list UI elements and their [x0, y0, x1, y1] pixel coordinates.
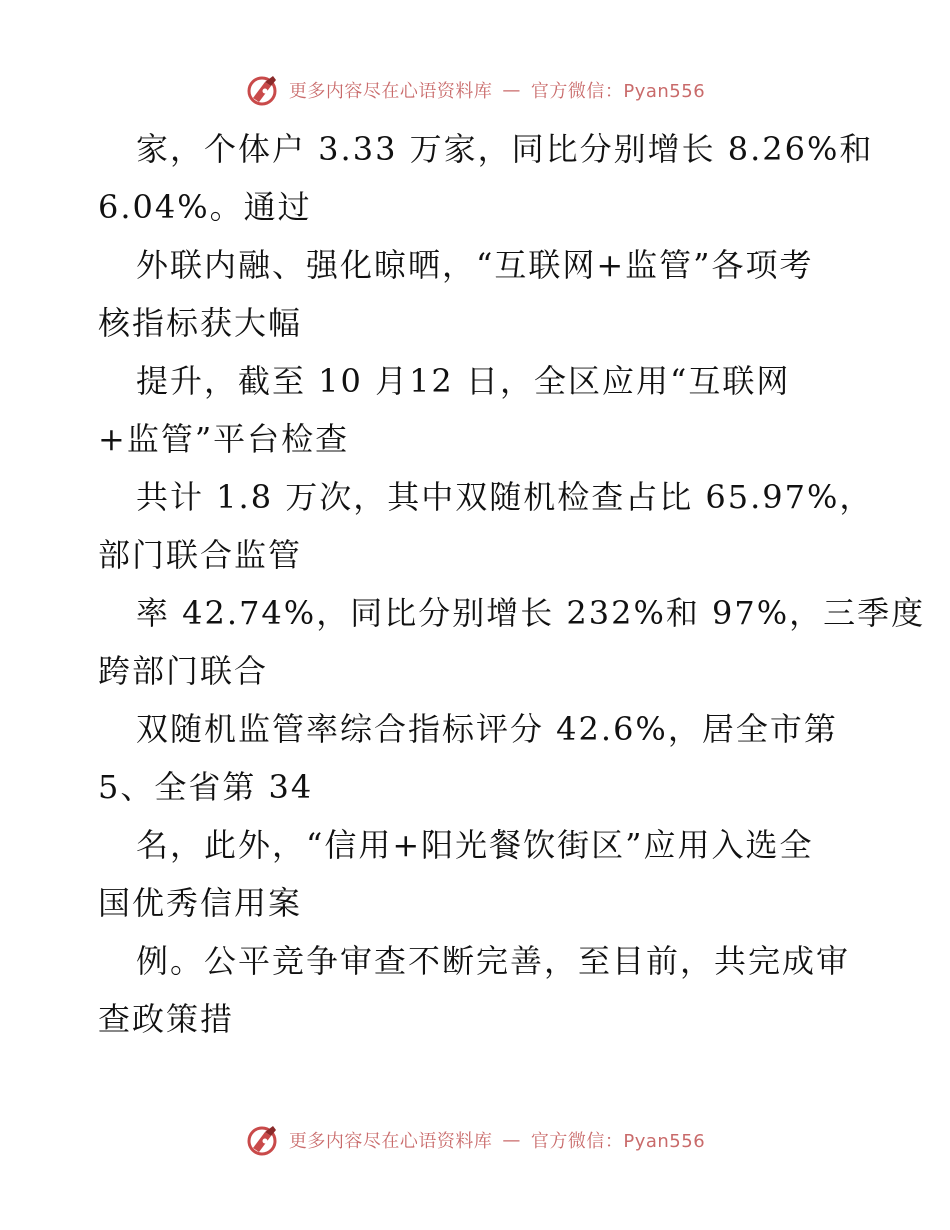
body-line: 外联内融、强化晾晒，“互联网+监管”各项考 [136, 246, 814, 284]
body-line: 例。公平竞争审查不断完善，至目前，共完成审 [136, 942, 851, 980]
body-line: 家，个体户 3.33 万家，同比分别增长 8.26%和 [136, 130, 874, 168]
body-line: +监管”平台检查 [98, 420, 350, 458]
watermark-text: 更多内容尽在心语资料库 [288, 81, 493, 102]
document-body [98, 120, 926, 1048]
header-watermark [0, 70, 950, 110]
body-line: 核指标获大幅 [98, 304, 303, 342]
watermark-text: 更多内容尽在心语资料库 [288, 1131, 493, 1152]
body-line: 名，此外，“信用+阳光餐饮街区”应用入选全 [136, 826, 814, 864]
body-line: 双随机监管率综合指标评分 42.6%，居全市第 [136, 710, 838, 748]
body-line: 6.04%。通过 [98, 188, 312, 226]
watermark-separator: — [502, 1129, 521, 1151]
body-line: 5、全省第 34 [98, 768, 314, 806]
body-line: 共计 1.8 万次，其中双随机检查占比 65.97%， [136, 478, 874, 516]
body-line: 跨部门联合 [98, 652, 269, 690]
watermark-separator: — [502, 79, 521, 101]
footer-watermark [0, 1120, 950, 1160]
body-line: 率 42.74%，同比分别增长 232%和 97%，三季度 [136, 594, 926, 632]
body-line: 国优秀信用案 [98, 884, 303, 922]
watermark-contact: 官方微信：Pyan556 [530, 81, 706, 102]
body-line: 查政策措 [98, 1000, 235, 1038]
watermark-contact: 官方微信：Pyan556 [530, 1131, 706, 1152]
pen-nib-logo-icon [245, 1122, 281, 1158]
pen-nib-logo-icon [245, 72, 281, 108]
body-line: 提升，截至 10 月12 日，全区应用“互联网 [136, 362, 791, 400]
body-line: 部门联合监管 [98, 536, 303, 574]
